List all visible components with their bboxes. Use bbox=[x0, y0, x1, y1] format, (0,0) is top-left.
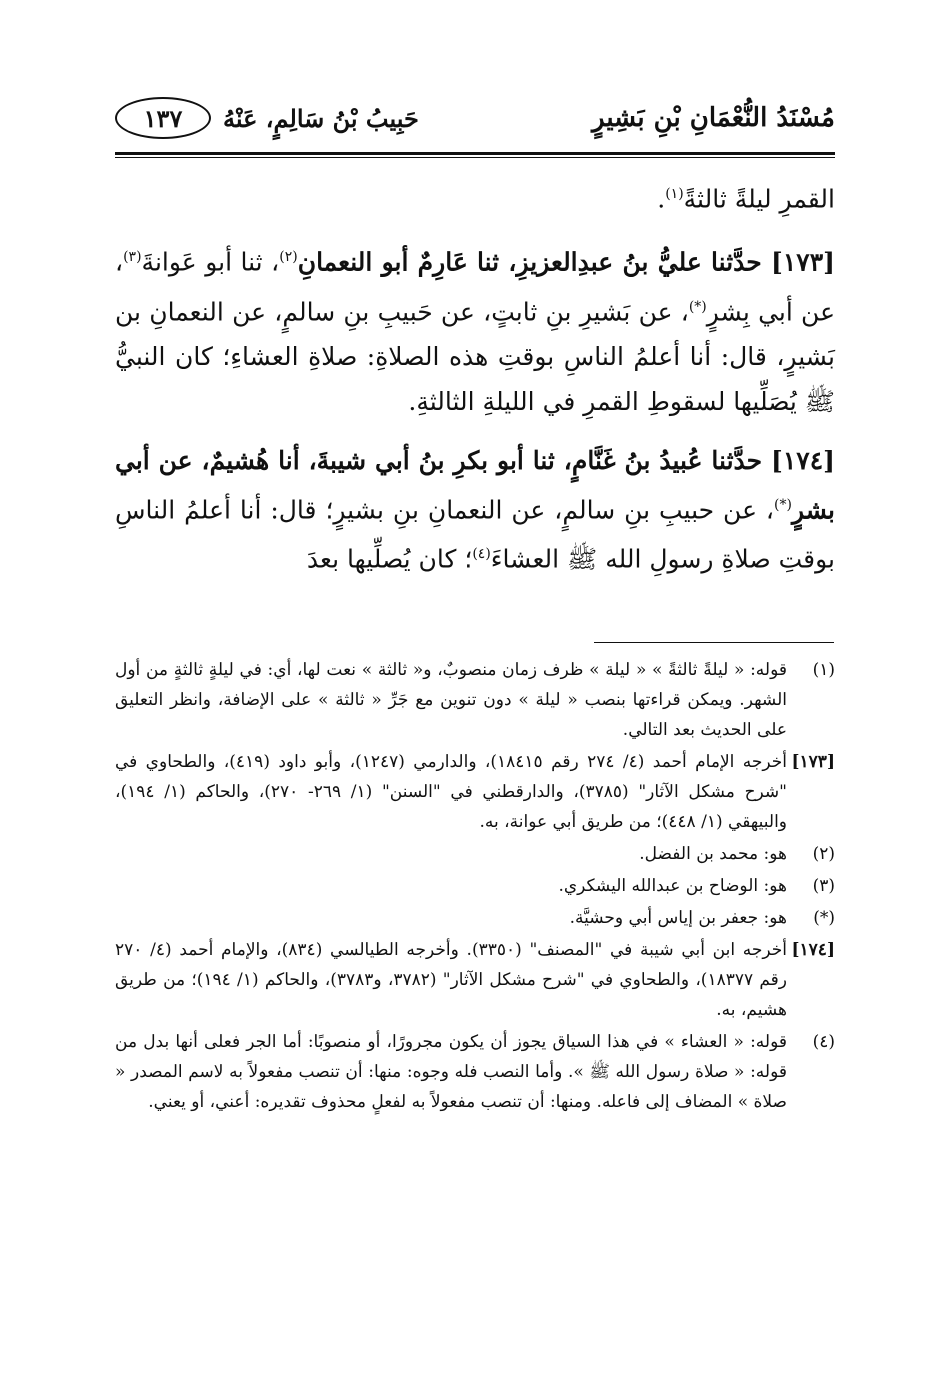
header-left-group bbox=[115, 97, 419, 139]
footnote: (١) قوله: « ليلةً ثالثةً » « ليلة » ظرف زمان منصوبٌ، و« ثالثة » نعت لها، أي: في ليلةٍ ثالثةٍ من أول الشهر. ويمكن قراءتها بنصب « ليلة » دون تنوين مع جَرِّ « ثالثة » على الإضافة، وانظر التعليق على الحديث بعد التالي. bbox=[115, 660, 835, 740]
footnote: [١٧٤] أخرجه ابن أبي شيبة في "المصنف" (٣٣٥٠). وأخرجه الطيالسي (٨٣٤)، والإمام أحمد (٤/ ٢٧٠ رقم ١٨٣٧٧)، والطحاوي في "شرح مشكل الآثار" (٣٧٨٢، و٣٧٨٣)، والحاكم (١/ ١٩٤)؛ من طريق هشيم، به. bbox=[115, 940, 835, 1020]
hadith-number: [١٧٤] bbox=[771, 445, 836, 475]
footnote: (٣) هو: الوضاح بن عبدالله اليشكري. bbox=[558, 876, 835, 896]
footnotes bbox=[115, 655, 835, 1119]
hadith-173: [١٧٣] حدَّثنا عليُّ بنُ عبدِالعزيزِ، ثنا عَارِمٌ أبو النعمانِ$^{(٢)}$، ثنا أبو عَوانةَ$^{(٣)}$، عن أبي بِشرٍ(*)، عن بَشيرِ بنِ ثابتٍ، عن حَبيبِ بنِ سالمٍ، عن النعمانِ بن بَشيرٍ، قال: أنا أعلمُ الناسِ بوقتِ هذه الصلاةِ: صلاةِ العشاءِ؛ كان النبيُّ ﷺ يُصَلِّيها لسقوطِ القمرِ في الليلةِ الثالثةِ. bbox=[115, 247, 836, 416]
footnote: (*) هو: جعفر بن إياس أبي وحشيَّة. bbox=[569, 908, 835, 928]
header-title: مُسْنَدُ النُّعْمَانِ بْنِ بَشِيرٍ bbox=[591, 103, 835, 133]
header-subtitle: حَبِيبُ بْنُ سَالِمٍ، عَنْهُ bbox=[223, 103, 419, 133]
paragraph-continuation: القمرِ ليلةً ثالثةً$^{(١)}$. bbox=[657, 184, 835, 214]
footnote-ref: (٤) bbox=[472, 546, 491, 563]
footnote-ref: (٢) bbox=[279, 249, 298, 266]
footnote-separator bbox=[594, 642, 834, 643]
footnote-ref: (١) bbox=[665, 186, 684, 202]
footnote: [١٧٣] أخرجه الإمام أحمد (٤/ ٢٧٤ رقم ١٨٤١٥)، والدارمي (١٢٤٧)، وأبو داود (٤١٩)، والطحاوي في "شرح مشكل الآثار" (٣٧٨٥)، والدارقطني في "السنن" (١/ ٢٦٩- ٢٧٠)، والحاكم (١/ ١٩٤)، والبيهقي (١/ ٤٤٨)؛ من طريق أبي عوانة، به. bbox=[115, 752, 835, 832]
footnote-ref: (*) bbox=[774, 496, 792, 513]
page-header bbox=[115, 86, 835, 150]
header-rule-thin bbox=[115, 157, 835, 158]
page-number-badge: ١٣٧ bbox=[115, 97, 211, 139]
footnote-ref: (٣) bbox=[123, 249, 142, 266]
hadith-174: [١٧٤] حدَّثنا عُبيدُ بنُ غَنَّامٍ، ثنا أبو بكرِ بنُ أبي شيبةَ، أنا هُشيمٌ، عن أبي بشرٍ(*)، عن حبيبِ بنِ سالمٍ، عن النعمانِ بنِ بشيرٍ؛ قال: أنا أعلمُ الناسِ بوقتِ صلاةِ رسولِ الله ﷺ العشاءَ$^{(٤)}$؛ كان يُصلِّيها بعدَ bbox=[115, 445, 836, 574]
footnote: (٢) هو: محمد بن الفضل. bbox=[639, 844, 835, 864]
footnote-ref: (*) bbox=[688, 298, 707, 315]
header-rule-thick bbox=[115, 152, 835, 155]
hadith-number: [١٧٣] bbox=[771, 247, 835, 277]
main-text bbox=[115, 172, 835, 596]
footnote: (٤) قوله: « العشاء » في هذا السياق يجوز أن يكون مجرورًا، أو منصوبًا: أما الجر فعلى أنها بدل من قوله: « صلاة رسول الله ﷺ ». وأما النصب فله وجوه: منها: أن تنصب مفعولاً به لاسم المصدر « صلاة » المضاف إلى فاعله. ومنها: أن تنصب مفعولاً به لفعلٍ محذوف تقديره: أعني، أو يعني. bbox=[115, 1032, 835, 1112]
